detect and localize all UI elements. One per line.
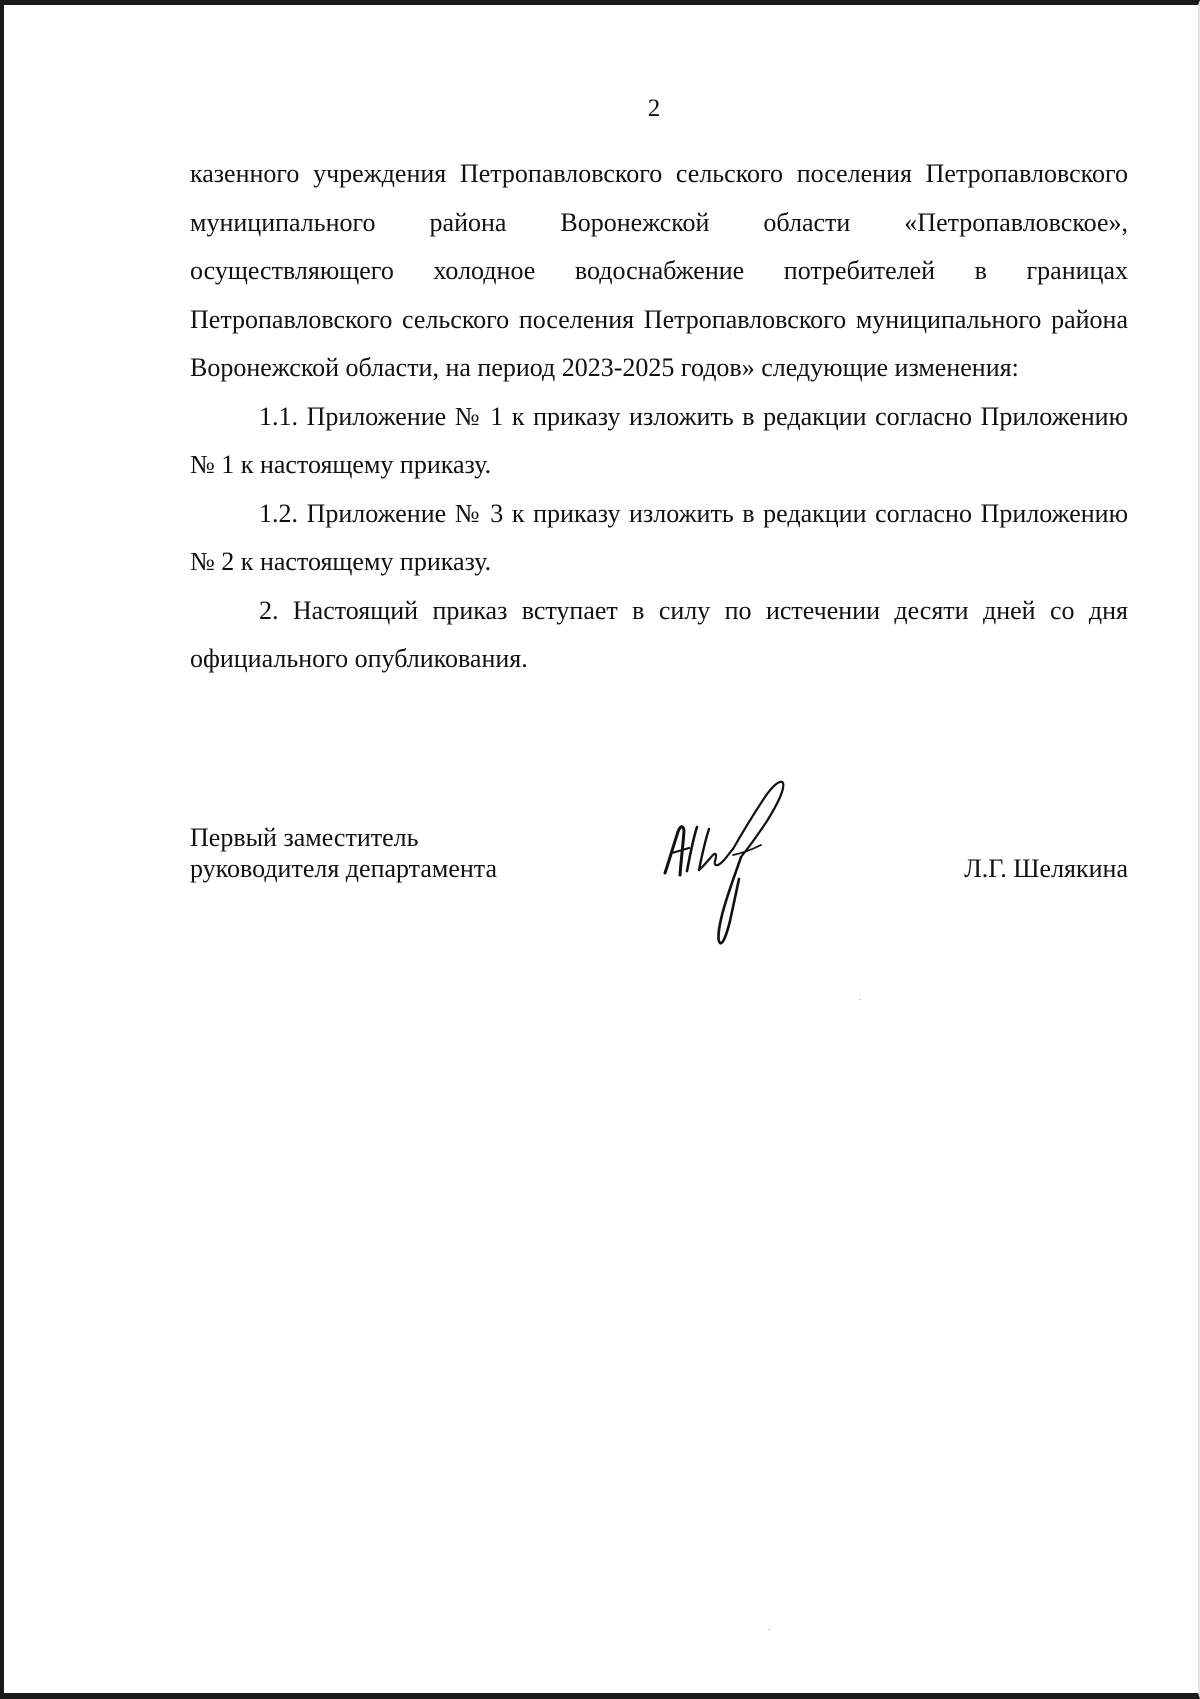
signatory-name: Л.Г. Шелякина xyxy=(964,854,1128,883)
signatory-position-line-1: Первый заместитель xyxy=(190,823,419,852)
paragraph-item-2: 2. Настоящий приказ вступает в силу по истечении десяти дней со дня официального опубликования. xyxy=(190,595,1128,673)
signatory-position-line-2: руководителя департамента xyxy=(190,854,498,883)
page-number: 2 xyxy=(647,95,661,122)
scan-speck xyxy=(768,1629,770,1630)
document-body xyxy=(190,150,1128,684)
scan-speck xyxy=(859,999,861,1000)
paragraph-item-1-1: 1.1. Приложение № 1 к приказу изложить в редакции согласно Приложению № 1 к настоящему приказу. xyxy=(190,401,1128,479)
paragraph-continuation: казенного учреждения Петропавловского сельского поселения Петропавловского муниципального района Воронежской области «Петропавловское», осуществляющего холодное водоснабжение потребителей в границах Петропавловского сельского поселения Петропавловского муниципального района Воронежской области, на период 2023-2025 годов» следующие изменения: xyxy=(190,159,1128,382)
signatory-position xyxy=(190,822,570,884)
handwritten-signature-icon xyxy=(659,775,819,950)
paragraph-item-1-2: 1.2. Приложение № 3 к приказу изложить в редакции согласно Приложению № 2 к настоящему приказу. xyxy=(190,498,1128,576)
